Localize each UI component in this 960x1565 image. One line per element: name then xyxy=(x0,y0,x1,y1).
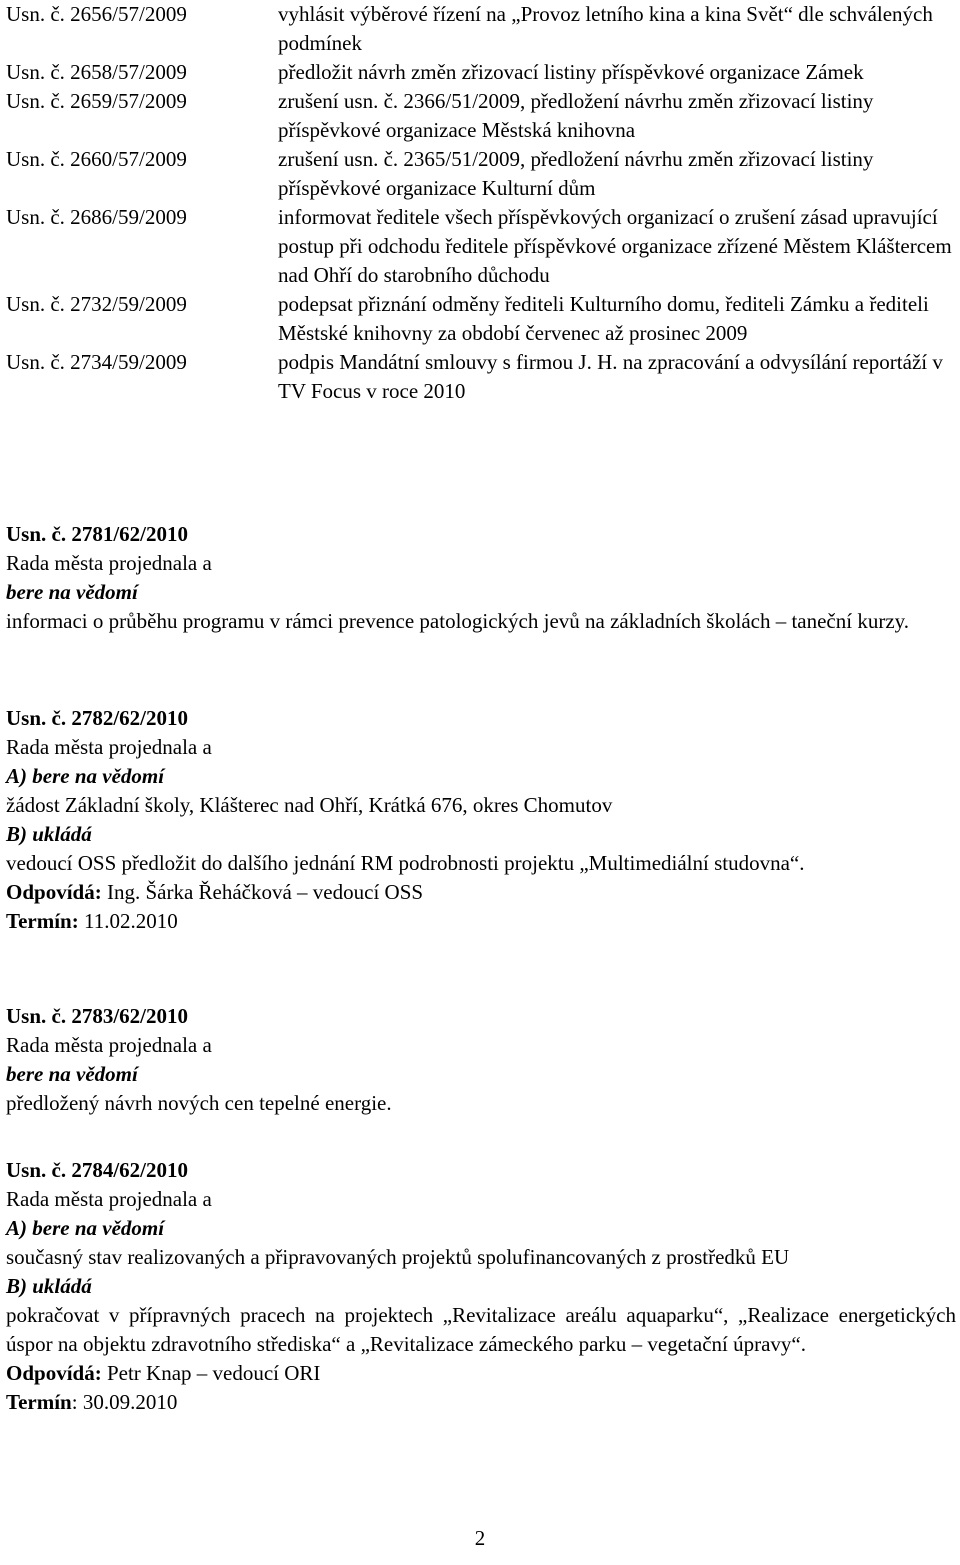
deadline-line xyxy=(6,1388,956,1417)
page-number: 2 xyxy=(474,1526,486,1550)
acknowledge-text: informaci o průběhu programu v rámci prevence patologických jevů na základních školách – taneční kurzy. xyxy=(6,609,910,633)
resolution-intro: Rada města projednala a xyxy=(6,1187,212,1211)
assign-heading: B) ukládá xyxy=(6,822,92,846)
responsible-line xyxy=(6,878,956,907)
resolution-number: Usn. č. 2659/57/2009 xyxy=(6,89,187,113)
acknowledge-text: současný stav realizovaných a připravovaných projektů spolufinancovaných z prostředků EU xyxy=(6,1245,790,1269)
table-row xyxy=(6,145,956,203)
resolution-number: Usn. č. 2686/59/2009 xyxy=(6,205,187,229)
resolution-2782 xyxy=(6,704,956,936)
resolution-task: zrušení usn. č. 2366/51/2009, předložení návrhu změn zřizovací listiny příspěvkové organizace Městská knihovna xyxy=(278,89,874,142)
deadline-label: Termín xyxy=(6,1390,72,1414)
assign-heading: B) ukládá xyxy=(6,1274,92,1298)
resolution-intro: Rada města projednala a xyxy=(6,1033,212,1057)
acknowledge-heading: bere na vědomí xyxy=(6,1062,138,1086)
resolution-task: informovat ředitele všech příspěvkových organizací o zrušení zásad upravující postup při odchodu ředitele příspěvkové organizace zřízené Městem Kláštercem nad Ohří do starobního důchodu xyxy=(278,205,952,287)
table-row xyxy=(6,87,956,145)
resolution-2784 xyxy=(6,1156,956,1417)
responsible-value: Ing. Šárka Řeháčková – vedoucí OSS xyxy=(101,880,424,904)
acknowledge-heading: A) bere na vědomí xyxy=(6,1216,165,1240)
acknowledge-heading: A) bere na vědomí xyxy=(6,764,165,788)
acknowledge-text: předložený návrh nových cen tepelné energie. xyxy=(6,1091,392,1115)
deadline-label: Termín: xyxy=(6,909,79,933)
resolution-task: předložit návrh změn zřizovací listiny příspěvkové organizace Zámek xyxy=(278,60,864,84)
resolution-number: Usn. č. 2732/59/2009 xyxy=(6,292,187,316)
assign-text: pokračovat v přípravných pracech na projektech „Revitalizace areálu aquaparku“, „Realizace energetických úspor na objektu zdravotního střediska“ a „Revitalizace zámeckého parku – vegetační úpravy“. xyxy=(6,1303,956,1356)
resolutions-table xyxy=(6,0,956,406)
resolution-intro: Rada města projednala a xyxy=(6,735,212,759)
table-row xyxy=(6,203,956,290)
table-row xyxy=(6,290,956,348)
resolution-number: Usn. č. 2656/57/2009 xyxy=(6,2,187,26)
resolution-2783 xyxy=(6,1002,956,1118)
responsible-label: Odpovídá: xyxy=(6,1361,102,1385)
deadline-line xyxy=(6,907,956,936)
resolution-intro: Rada města projednala a xyxy=(6,551,212,575)
responsible-value: Petr Knap – vedoucí ORI xyxy=(101,1361,321,1385)
acknowledge-text: žádost Základní školy, Klášterec nad Ohří, Krátká 676, okres Chomutov xyxy=(6,793,613,817)
resolution-number: Usn. č. 2658/57/2009 xyxy=(6,60,187,84)
resolution-2781 xyxy=(6,520,956,636)
acknowledge-heading: bere na vědomí xyxy=(6,580,138,604)
resolution-task: zrušení usn. č. 2365/51/2009, předložení návrhu změn zřizovací listiny příspěvkové organizace Kulturní dům xyxy=(278,147,874,200)
resolution-number: Usn. č. 2660/57/2009 xyxy=(6,147,187,171)
resolution-task: podepsat přiznání odměny řediteli Kulturního domu, řediteli Zámku a řediteli Městské knihovny za období červenec až prosinec 2009 xyxy=(278,292,929,345)
table-row xyxy=(6,0,956,58)
resolution-title: Usn. č. 2781/62/2010 xyxy=(6,522,189,546)
resolution-task: podpis Mandátní smlouvy s firmou J. H. na zpracování a odvysílání reportáží v TV Focus v roce 2010 xyxy=(278,350,943,403)
responsible-line xyxy=(6,1359,956,1388)
resolution-title: Usn. č. 2784/62/2010 xyxy=(6,1158,189,1182)
assign-text: vedoucí OSS předložit do dalšího jednání RM podrobnosti projektu „Multimediální studovna“. xyxy=(6,851,805,875)
resolution-number: Usn. č. 2734/59/2009 xyxy=(6,350,187,374)
resolution-title: Usn. č. 2783/62/2010 xyxy=(6,1004,189,1028)
deadline-value: : 30.09.2010 xyxy=(71,1390,178,1414)
table-row xyxy=(6,58,956,87)
deadline-value: 11.02.2010 xyxy=(78,909,178,933)
responsible-label: Odpovídá: xyxy=(6,880,102,904)
table-row xyxy=(6,348,956,406)
resolution-title: Usn. č. 2782/62/2010 xyxy=(6,706,189,730)
resolution-task: vyhlásit výběrové řízení na „Provoz letního kina a kina Svět“ dle schválených podmínek xyxy=(278,2,933,55)
